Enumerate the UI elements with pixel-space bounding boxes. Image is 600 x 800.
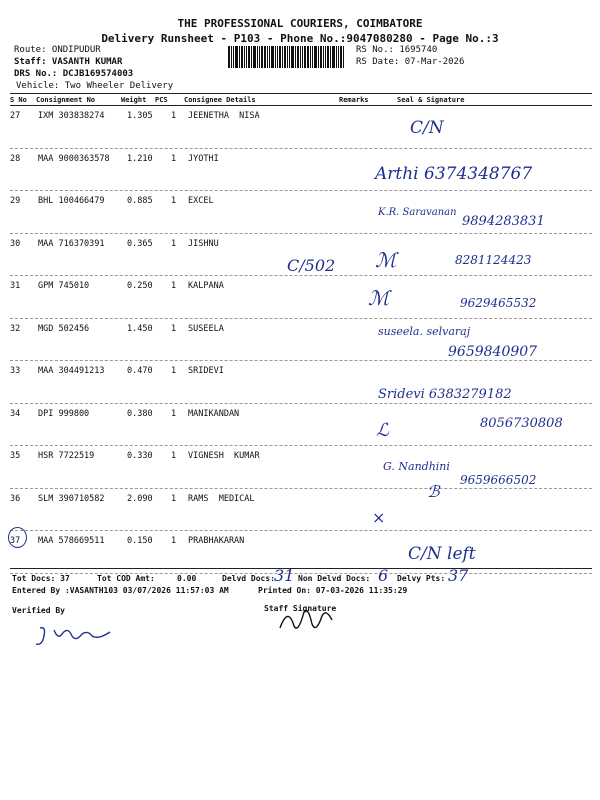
printed-on: Printed On: 07-03-2026 11:35:29	[258, 586, 408, 595]
handwriting-row30-remark: C/502	[287, 256, 336, 275]
row-sno: 30	[10, 238, 21, 249]
row-divider	[10, 318, 592, 319]
handwriting-row35-name: G. Nandhini	[383, 460, 450, 473]
header-rule-bottom	[10, 105, 592, 106]
total-cod-label: Tot COD Amt:	[97, 574, 155, 583]
handwriting-row28: Arthi 6374348767	[375, 164, 533, 184]
row-consignment: MAA 716370391	[38, 238, 105, 249]
route-label: Route: ONDIPUDUR	[14, 45, 101, 55]
row-consignment: BHL 100466479	[38, 196, 105, 206]
row-divider	[10, 530, 592, 531]
non-delivered-docs-value: 6	[378, 566, 389, 585]
vehicle-label: Vehicle: Two Wheeler Delivery	[16, 81, 174, 91]
row-sno: 34	[10, 408, 21, 419]
entered-by: Entered By :VASANTH103 03/07/2026 11:57:03 AM	[12, 586, 229, 595]
row-consignee: SRIDEVI	[188, 366, 224, 376]
row-consignment: IXM 303838274	[38, 111, 105, 121]
row-consignee: EXCEL	[188, 196, 214, 206]
delivery-points-value: 37	[448, 566, 469, 585]
row-consignee: SUSEELA	[188, 323, 224, 334]
row-weight: 0.330	[127, 451, 153, 461]
row-weight: 0.150	[127, 536, 153, 546]
row-consignment: MAA 9000363578	[38, 153, 110, 164]
row-weight: 0.380	[127, 408, 153, 419]
rs-number: RS No.: 1695740	[356, 45, 438, 55]
row-consignee: JEENETHA NISA	[188, 111, 260, 121]
handwriting-row29-phone: 9894283831	[462, 214, 545, 229]
verifier-signature	[32, 622, 122, 652]
row-consignment: SLM 390710582	[38, 493, 105, 504]
staff-signature-scribble	[276, 604, 336, 636]
footer-rule	[10, 568, 592, 569]
drs-label: DRS No.: DCJB169574003	[14, 69, 134, 79]
row-divider	[10, 233, 592, 234]
row-weight: 0.250	[127, 281, 153, 291]
handwriting-row32-name: suseela. selvaraj	[378, 325, 471, 338]
row-consignee: VIGNESH KUMAR	[188, 451, 260, 461]
total-docs: Tot Docs: 37	[12, 574, 70, 583]
row-pcs: 1	[171, 451, 177, 461]
handwriting-row27: C/N	[410, 118, 444, 138]
handwriting-row34-phone: 8056730808	[480, 416, 563, 431]
row-divider	[10, 445, 592, 446]
row-sno: 31	[10, 281, 21, 291]
total-cod-value: 0.00	[177, 574, 197, 583]
row-divider	[10, 148, 592, 149]
row-pcs: 1	[171, 238, 177, 249]
row-consignee: PRABHAKARAN	[188, 536, 245, 546]
row-sno: 35	[10, 451, 21, 461]
row-consignment: HSR 7722519	[38, 451, 95, 461]
col-consignee: Consignee Details	[184, 96, 256, 104]
runsheet-subtitle: Delivery Runsheet - P103 - Phone No.:9047080280 - Page No.:3	[101, 32, 499, 45]
handwriting-row30-phone: 8281124423	[455, 253, 532, 267]
row-weight: 2.090	[127, 493, 153, 504]
row-consignee: JYOTHI	[188, 153, 219, 164]
row-consignment: MGD 502456	[38, 323, 90, 334]
row-pcs: 1	[171, 153, 177, 164]
rs-date: RS Date: 07-Mar-2026	[356, 57, 465, 67]
handwriting-row31-phone: 9629465532	[460, 296, 537, 310]
row-consignment: DPI 999800	[38, 408, 90, 419]
row-weight: 0.885	[127, 196, 153, 206]
handwriting-row29-name: K.R. Saravanan	[378, 207, 457, 218]
row-pcs: 1	[171, 196, 177, 206]
row-weight: 0.365	[127, 238, 153, 249]
non-delivered-docs-label: Non Delvd Docs:	[298, 574, 371, 583]
row-sno: 36	[10, 493, 21, 504]
row-pcs: 1	[171, 111, 177, 121]
row-sno: 33	[10, 366, 21, 376]
signature-mark-row34: ℒ	[376, 420, 389, 441]
tick-mark-row36: ×	[372, 508, 386, 527]
row-weight: 1.305	[127, 111, 153, 121]
row-divider	[10, 190, 592, 191]
signature-mark-row36: ℬ	[427, 482, 440, 501]
header-rule-top	[10, 93, 592, 94]
col-consignment: Consignment No	[36, 96, 96, 104]
row-consignee: MANIKANDAN	[188, 408, 240, 419]
col-remarks: Remarks	[339, 96, 369, 104]
row-pcs: 1	[171, 323, 177, 334]
row-consignment: GPM 745010	[38, 281, 90, 291]
row-pcs: 1	[171, 493, 177, 504]
staff-label: Staff: VASANTH KUMAR	[14, 57, 123, 67]
row-consignee: KALPANA	[188, 281, 224, 291]
row-consignment: MAA 578669511	[38, 536, 105, 546]
verified-by-label: Verified By	[12, 606, 65, 615]
delivered-docs-label: Delvd Docs:	[222, 574, 275, 583]
signature-mark-row30: ℳ	[375, 248, 397, 272]
delivery-points-label: Delvy Pts:	[397, 574, 446, 583]
row-sno: 29	[10, 196, 21, 206]
row-sno: 27	[10, 111, 21, 121]
row-sno: 32	[10, 323, 21, 334]
row-divider	[10, 360, 592, 361]
row-consignee: JISHNU	[188, 238, 219, 249]
circle-mark-row37	[8, 527, 27, 548]
row-divider	[10, 275, 592, 276]
barcode	[228, 46, 352, 68]
col-weight: Weight	[121, 96, 147, 104]
delivered-docs-value: 31	[274, 566, 295, 585]
row-pcs: 1	[171, 366, 177, 376]
handwriting-row37: C/N left	[408, 544, 476, 564]
row-sno: 28	[10, 153, 21, 164]
row-weight: 0.470	[127, 366, 153, 376]
row-consignee: RAMS MEDICAL	[188, 493, 255, 504]
handwriting-row32-phone: 9659840907	[448, 344, 538, 360]
row-pcs: 1	[171, 536, 177, 546]
row-sno: 37	[10, 536, 21, 546]
row-divider	[10, 403, 592, 404]
staff-signature-label: Staff Signature	[264, 604, 337, 613]
row-divider	[10, 488, 592, 489]
col-seal-signature: Seal & Signature	[397, 96, 465, 104]
page-title: THE PROFESSIONAL COURIERS, COIMBATORE	[177, 17, 423, 30]
signature-mark-row31: ℳ	[368, 286, 390, 310]
col-sno: S No	[10, 96, 27, 104]
handwriting-row36-phone: 9659666502	[460, 473, 537, 487]
row-pcs: 1	[171, 408, 177, 419]
col-pcs: PCS	[155, 96, 168, 104]
handwriting-row34-name: Sridevi 6383279182	[378, 387, 512, 402]
row-weight: 1.210	[127, 153, 153, 164]
row-weight: 1.450	[127, 323, 153, 334]
row-consignment: MAA 304491213	[38, 366, 105, 376]
row-pcs: 1	[171, 281, 177, 291]
